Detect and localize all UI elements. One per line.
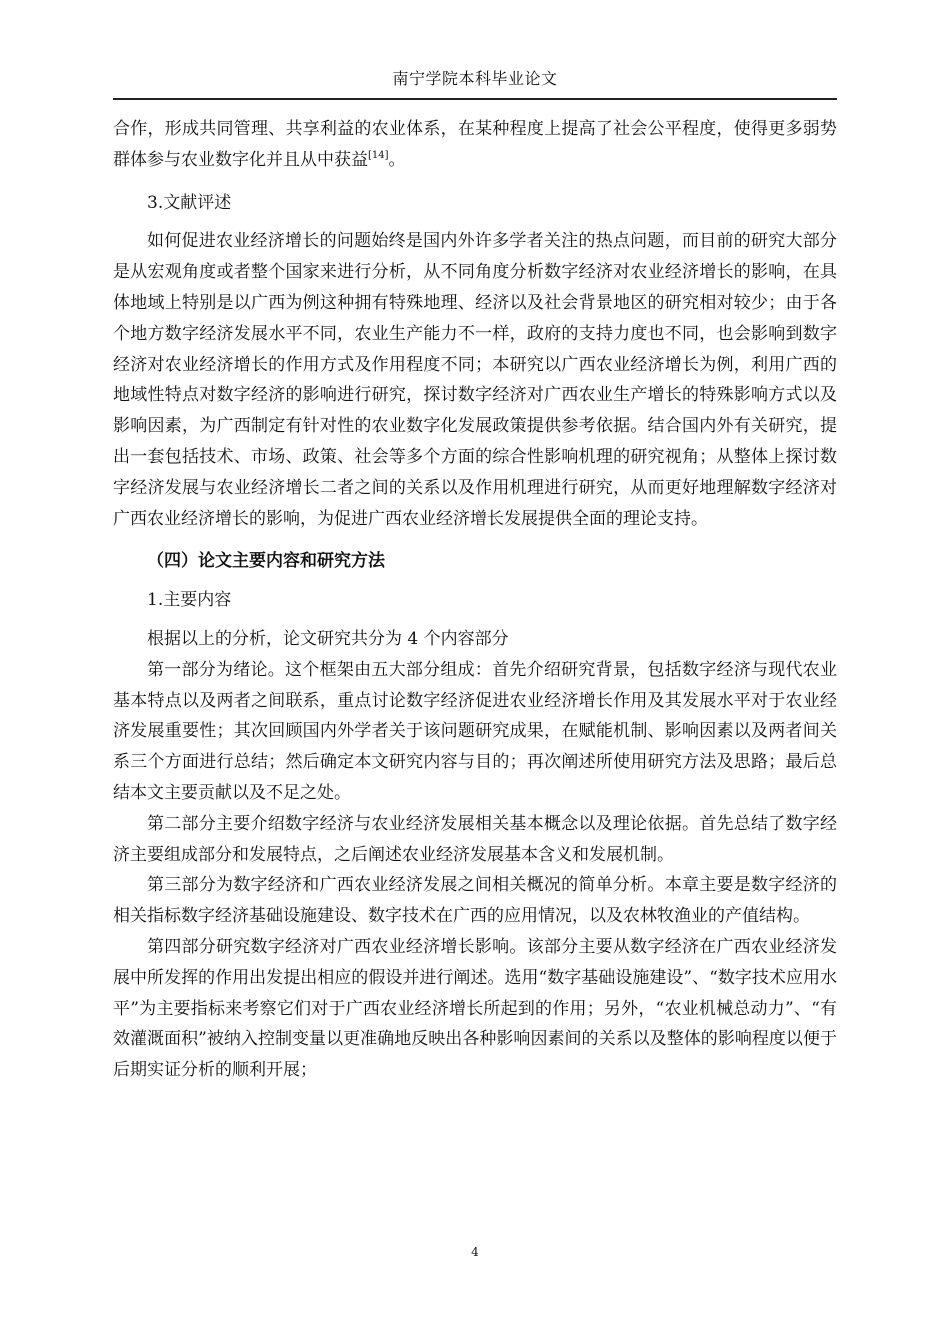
header-title: 南宁学院本科毕业论文: [392, 69, 558, 88]
paragraph-end-punct: 。: [388, 149, 406, 170]
subsection-heading-literature-review: 3.文献评述: [147, 192, 232, 213]
section-heading-main-content-methods: （四）论文主要内容和研究方法: [147, 551, 385, 572]
paragraph-part-four: 第四部分研究数字经济对广西农业经济增长影响。该部分主要从数字经济在广西农业经济发展中所发挥的作用出发提出相应的假设并进行阐述。选用“数字基础设施建设”、“数字技术应用水平”为主要指标来考察它们对于广西农业经济增长所起到的作用；另外，“农业机械总动力”、“有效灌溉面积”被纳入控制变量以更准确地反映出各种影响因素间的关系以及整体的影响程度以便于后期实证分析的顺利开展；: [113, 936, 837, 1081]
page-header: [113, 62, 837, 100]
paragraph-text: 合作，形成共同管理、共享利益的农业体系，在某种程度上提高了社会公平程度，使得更多弱势群体参与农业数字化并且从中获益: [113, 119, 837, 170]
page-body: [113, 114, 837, 1086]
paragraph-part-one: 第一部分为绪论。这个框架由五大部分组成：首先介绍研究背景，包括数字经济与现代农业基本特点以及两者之间联系，重点讨论数字经济促进农业经济增长作用及其发展水平对于农业经济发展重要性；其次回顾国内外学者关于该问题研究成果，在赋能机制、影响因素以及两者间关系三个方面进行总结；然后确定本文研究内容与目的；再次阐述所使用研究方法及思路；最后总结本文主要贡献以及不足之处。: [113, 659, 837, 803]
citation-mark: [14]: [368, 149, 389, 161]
paragraph-continued: [113, 114, 837, 176]
paragraph-part-three: 第三部分为数字经济和广西农业经济发展之间相关概况的简单分析。本章主要是数字经济的相关指标数字经济基础设施建设、数字技术在广西的应用情况，以及农林牧渔业的产值结构。: [113, 875, 837, 927]
paragraph-overview: 根据以上的分析，论文研究共分为 4 个内容部分: [147, 628, 509, 649]
subsection-heading-main-content: 1.主要内容: [147, 590, 232, 611]
page-number: 4: [471, 1245, 479, 1259]
paragraph-literature-review: 如何促进农业经济增长的问题始终是国内外许多学者关注的热点问题，而目前的研究大部分是从宏观角度或者整个国家来进行分析，从不同角度分析数字经济对农业经济增长的影响，在具体地域上特别是以广西为例这种拥有特殊地理、经济以及社会背景地区的研究相对较少；由于各个地方数字经济发展水平不同，农业生产能力不一样，政府的支持力度也不同，也会影响到数字经济对农业经济增长的作用方式及作用程度不同；本研究以广西农业经济增长为例，利用广西的地域性特点对数字经济的影响进行研究，探讨数字经济对广西农业生产增长的特殊影响方式以及影响因素，为广西制定有针对性的农业数字化发展政策提供参考依据。结合国内外有关研究，提出一套包括技术、市场、政策、社会等多个方面的综合性影响机理的研究视角；从整体上探讨数字经济发展与农业经济增长二者之间的关系以及作用机理进行研究，从而更好地理解数字经济对广西农业经济增长的影响，为促进广西农业经济增长发展提供全面的理论支持。: [113, 231, 837, 529]
paragraph-part-two: 第二部分主要介绍数字经济与农业经济发展相关基本概念以及理论依据。首先总结了数字经济主要组成部分和发展特点，之后阐述农业经济发展基本含义和发展机制。: [113, 813, 837, 865]
